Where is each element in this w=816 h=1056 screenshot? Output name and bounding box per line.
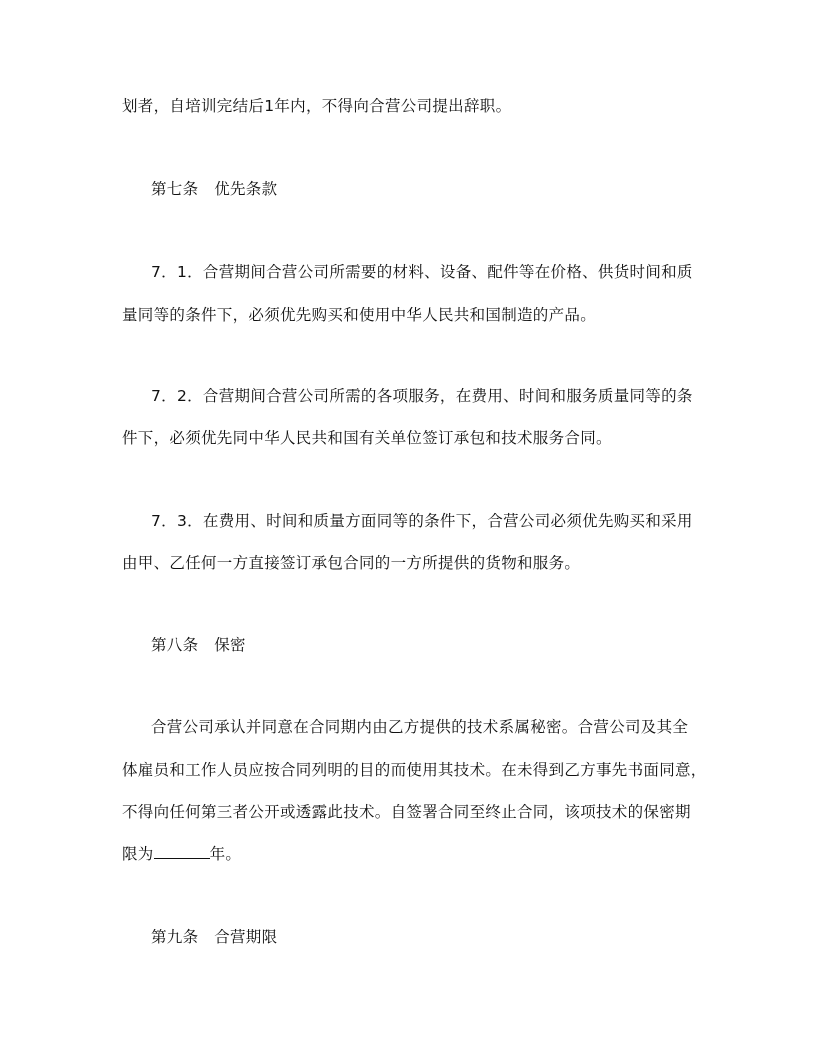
article-8-heading: 第八条 保密: [151, 636, 246, 654]
clause-7-3-line-1: 7．3．在费用、时间和质量方面同等的条件下，合营公司必须优先购买和采用: [151, 512, 693, 530]
confidentiality-line-2: 体雇员和工作人员应按合同列明的目的而使用其技术。在未得到乙方事先书面同意，: [122, 761, 707, 779]
clause-7-1-line-2: 量同等的条件下，必须优先购买和使用中华人民共和国制造的产品。: [122, 306, 597, 324]
clause-7-2-line-2: 件下，必须优先同中华人民共和国有关单位签订承包和技术服务合同。: [122, 429, 612, 447]
clause-7-2-line-1: 7．2．合营期间合营公司所需的各项服务，在费用、时间和服务质量同等的条: [151, 387, 693, 405]
confidentiality-line-3: 不得向任何第三者公开或透露此技术。自签署合同至终止合同，该项技术的保密期: [122, 803, 691, 821]
confidentiality-line-4: [122, 844, 702, 864]
clause-7-3-line-2: 由甲、乙任何一方直接签订承包合同的一方所提供的货物和服务。: [122, 554, 581, 572]
term-prefix: 限为: [122, 845, 154, 863]
clause-7-1-line-1: 7．1．合营期间合营公司所需要的材料、设备、配件等在价格、供货时间和质: [151, 263, 693, 281]
term-suffix: 年。: [209, 845, 242, 863]
confidentiality-line-1: 合营公司承认并同意在合同期内由乙方提供的技术系属秘密。合营公司及其全: [151, 718, 689, 736]
article-7-heading: 第七条 优先条款: [151, 180, 278, 198]
term-years-blank[interactable]: [154, 844, 210, 859]
continuation-line: 划者，自培训完结后1年内，不得向合营公司提出辞职。: [122, 97, 512, 115]
article-9-heading: 第九条 合营期限: [151, 928, 278, 946]
